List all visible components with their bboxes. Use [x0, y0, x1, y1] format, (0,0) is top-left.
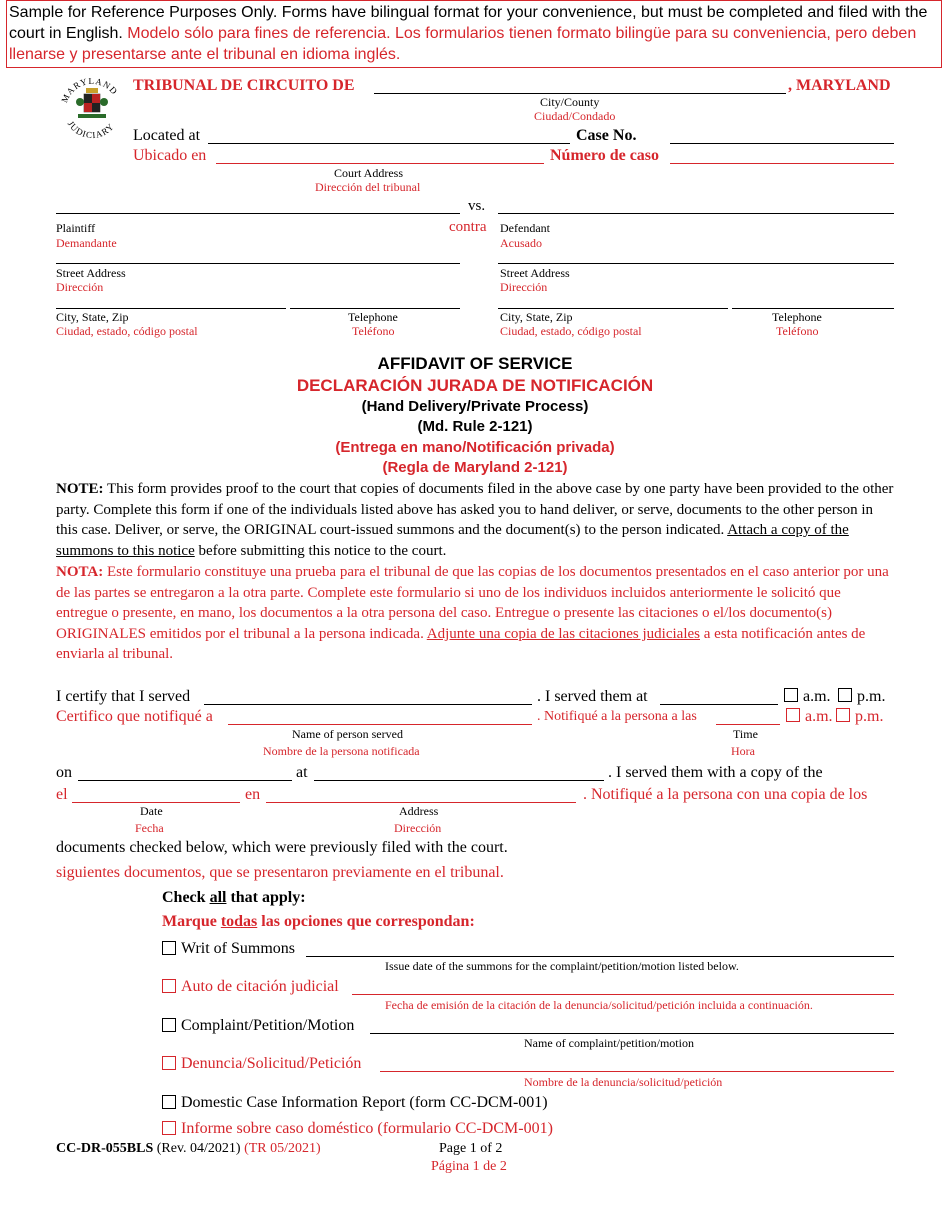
certify-label: I certify that I served — [56, 688, 191, 705]
complaint-label-es: Denuncia/Solicitud/Petición — [181, 1055, 362, 1072]
documents-text-es: siguientes documentos, que se presentaron previamente en el tribunal. — [56, 864, 504, 881]
writ-caption-es: Fecha de emisión de la citación de la denuncia/solicitud/petición incluida a continuación. — [385, 998, 813, 1012]
note-paragraph — [56, 479, 896, 561]
am-checkbox[interactable] — [784, 688, 798, 702]
defendant-street-caption: Street Address — [500, 266, 570, 280]
pm-label: p.m. — [857, 688, 886, 705]
time-field[interactable] — [660, 704, 778, 705]
defendant-caption: Defendant — [500, 221, 550, 235]
defendant-name-field[interactable] — [498, 213, 894, 214]
documents-text: documents checked below, which were previously filed with the court. — [56, 839, 508, 856]
disclaimer-es: Modelo sólo para fines de referencia. Los formularios tienen formato bilingüe para su conveniencia, pero deben llenarse y presentarse ante el tribunal en idioma inglés. — [9, 25, 917, 63]
form-subtitle-2-es: (Regla de Maryland 2-121) — [382, 459, 568, 476]
maryland-judiciary-seal — [56, 70, 128, 142]
writ-date-field[interactable] — [306, 956, 894, 957]
defendant-phone-caption-es: Teléfono — [776, 324, 819, 338]
domestic-report-label: Domestic Case Information Report (form CC-DCM-001) — [181, 1094, 548, 1111]
court-address-field[interactable] — [208, 143, 570, 144]
complaint-checkbox[interactable] — [162, 1018, 176, 1032]
located-at-label-es: Ubicado en — [133, 147, 207, 164]
city-county-caption-es: Ciudad/Condado — [534, 109, 616, 123]
on-label: on — [56, 764, 72, 781]
address-caption-es: Dirección — [394, 821, 442, 835]
person-served-field[interactable] — [204, 704, 532, 705]
am-checkbox-es[interactable] — [786, 708, 800, 722]
writ-label: Writ of Summons — [181, 940, 296, 957]
copy-of-label-es: . Notifiqué a la persona con una copia de los — [583, 786, 868, 803]
plaintiff-street-caption: Street Address — [56, 266, 126, 280]
pm-checkbox-es[interactable] — [836, 708, 850, 722]
address-caption: Address — [399, 804, 439, 818]
complaint-caption: Name of complaint/petition/motion — [524, 1036, 694, 1050]
check-heading: Check all that apply: — [162, 889, 306, 906]
plaintiff-phone-caption: Telephone — [348, 310, 398, 324]
complaint-name-field-es — [380, 1071, 894, 1072]
served-at-label-es: . Notifiqué a la persona a las — [537, 709, 697, 724]
note-tail: before submitting this notice to the court. — [194, 542, 447, 559]
plaintiff-city-caption: City, State, Zip — [56, 310, 129, 324]
defendant-caption-es: Acusado — [500, 236, 542, 250]
domestic-report-label-es: Informe sobre caso doméstico (formulario CC-DCM-001) — [181, 1120, 553, 1137]
form-tr: (TR 05/2021) — [244, 1141, 321, 1156]
court-address-field-es — [216, 163, 544, 164]
am-label-es: a.m. — [805, 708, 833, 725]
plaintiff-street-caption-es: Dirección — [56, 280, 104, 294]
plaintiff-caption: Plaintiff — [56, 221, 96, 235]
form-subtitle-2: (Md. Rule 2-121) — [417, 418, 533, 435]
date-caption-es: Fecha — [135, 821, 164, 835]
on-label-es: el — [56, 786, 68, 803]
plaintiff-city-caption-es: Ciudad, estado, código postal — [56, 324, 198, 338]
form-title-es: DECLARACIÓN JURADA DE NOTIFICACIÓN — [296, 376, 654, 395]
svg-text:JUDICIARY — [66, 119, 116, 140]
plaintiff-phone-field[interactable] — [290, 308, 460, 309]
plaintiff-name-field[interactable] — [56, 213, 460, 214]
city-county-caption: City/County — [540, 95, 600, 109]
court-prefix: TRIBUNAL DE CIRCUITO DE — [133, 77, 355, 94]
at-label-es: en — [245, 786, 261, 803]
am-label: a.m. — [803, 688, 831, 705]
page-number-es: Página 1 de 2 — [431, 1159, 507, 1174]
vs-label: vs. — [468, 198, 486, 214]
form-subtitle-1: (Hand Delivery/Private Process) — [361, 398, 589, 415]
complaint-checkbox-es[interactable] — [162, 1056, 176, 1070]
court-address-caption-es: Dirección del tribunal — [315, 180, 421, 194]
case-number-field[interactable] — [670, 143, 894, 144]
name-person-caption: Name of person served — [292, 727, 403, 741]
note-paragraph-es — [56, 562, 896, 665]
plaintiff-phone-caption-es: Teléfono — [352, 324, 395, 338]
case-no-label: Case No. — [576, 127, 637, 144]
disclaimer-en: Sample for Reference Purposes Only. Forms have bilingual format for your convenience, but must be completed and filed with the court in English. — [9, 4, 928, 42]
case-number-field-es — [670, 163, 894, 164]
date-field[interactable] — [78, 780, 292, 781]
time-caption-es: Hora — [731, 744, 755, 758]
person-served-field-es — [228, 724, 532, 725]
pm-checkbox[interactable] — [838, 688, 852, 702]
county-field[interactable] — [374, 93, 786, 94]
seal-bottom-text: JUDICIARY — [65, 119, 117, 141]
name-person-caption-es: Nombre de la persona notificada — [263, 744, 420, 758]
defendant-city-caption: City, State, Zip — [500, 310, 573, 324]
page-number: Page 1 of 2 — [439, 1141, 503, 1156]
court-suffix: , MARYLAND — [788, 77, 891, 94]
writ-label-es: Auto de citación judicial — [181, 978, 339, 995]
complaint-caption-es: Nombre de la denuncia/solicitud/petición — [524, 1075, 723, 1089]
case-no-label-es: Número de caso — [550, 147, 660, 164]
complaint-name-field[interactable] — [370, 1033, 894, 1034]
plaintiff-city-field[interactable] — [56, 308, 286, 309]
note-text-es: Este formulario constituye una prueba para el tribunal de que las copias de los documentos presentados en el caso anterior por una de las partes se entregaron a la otra parte. Complete este formulario si uno de los individuos incluidos anteriormente le solicitó que entregue o presente, en mano, los documentos a la otra persona del caso. Entregue o presente las citaciones o el/los documento(s) ORIGINALES emitidos por el tribunal a la persona indicada. — [56, 564, 889, 642]
address-field-es — [266, 802, 576, 803]
writ-caption: Issue date of the summons for the complaint/petition/motion listed below. — [385, 959, 739, 973]
time-field-es — [716, 724, 780, 725]
defendant-phone-field[interactable] — [732, 308, 894, 309]
seal-top-text: MARYLAND — [59, 75, 120, 105]
defendant-city-field[interactable] — [498, 308, 728, 309]
note-tail-es: a esta notificación antes de enviarla al tribunal. — [56, 625, 866, 663]
located-at-label: Located at — [133, 127, 201, 144]
note-text: This form provides proof to the court that copies of documents filed in the above case by one party have been provided to the other party. Complete this form if one of the individuals listed above has asked you to hand deliver, or serve, documents to the other person in this case. Deliver, or serve, the ORIGINAL court-issued summons and the document(s) to the person indicated. — [56, 481, 894, 539]
defendant-street-field[interactable] — [498, 263, 894, 264]
writ-checkbox-es[interactable] — [162, 979, 176, 993]
writ-checkbox[interactable] — [162, 941, 176, 955]
note-underlined: Attach a copy of the summons to this notice — [56, 522, 849, 559]
plaintiff-caption-es: Demandante — [56, 236, 117, 250]
check-heading-es: Marque todas las opciones que correspondan: — [162, 913, 475, 930]
defendant-phone-caption: Telephone — [772, 310, 822, 324]
disclaimer-box — [6, 0, 942, 68]
defendant-street-caption-es: Dirección — [500, 280, 548, 294]
form-title: AFFIDAVIT OF SERVICE — [377, 354, 573, 373]
at-label: at — [296, 764, 308, 781]
note-label: NOTE: — [56, 481, 104, 497]
copy-of-label: . I served them with a copy of the — [608, 764, 823, 781]
served-at-label: . I served them at — [537, 688, 648, 705]
pm-label-es: p.m. — [855, 708, 884, 725]
date-caption: Date — [140, 804, 163, 818]
certify-label-es: Certifico que notifiqué a — [56, 708, 213, 725]
vs-label-es: contra — [449, 219, 487, 235]
form-id — [56, 1141, 321, 1157]
form-revision: (Rev. 04/2021) — [153, 1141, 245, 1156]
domestic-report-checkbox[interactable] — [162, 1095, 176, 1109]
time-caption: Time — [733, 727, 758, 741]
note-underlined-es: Adjunte una copia de las citaciones judiciales — [426, 625, 700, 642]
defendant-city-caption-es: Ciudad, estado, código postal — [500, 324, 642, 338]
note-label-es: NOTA: — [56, 564, 104, 580]
address-field[interactable] — [314, 780, 604, 781]
writ-date-field-es — [352, 994, 894, 995]
date-field-es — [72, 802, 240, 803]
domestic-report-checkbox-es[interactable] — [162, 1121, 176, 1135]
complaint-label: Complaint/Petition/Motion — [181, 1017, 355, 1034]
plaintiff-street-field[interactable] — [56, 263, 460, 264]
court-address-caption: Court Address — [334, 166, 403, 180]
form-subtitle-1-es: (Entrega en mano/Notificación privada) — [335, 439, 615, 456]
form-id-code: CC-DR-055BLS — [56, 1141, 154, 1156]
